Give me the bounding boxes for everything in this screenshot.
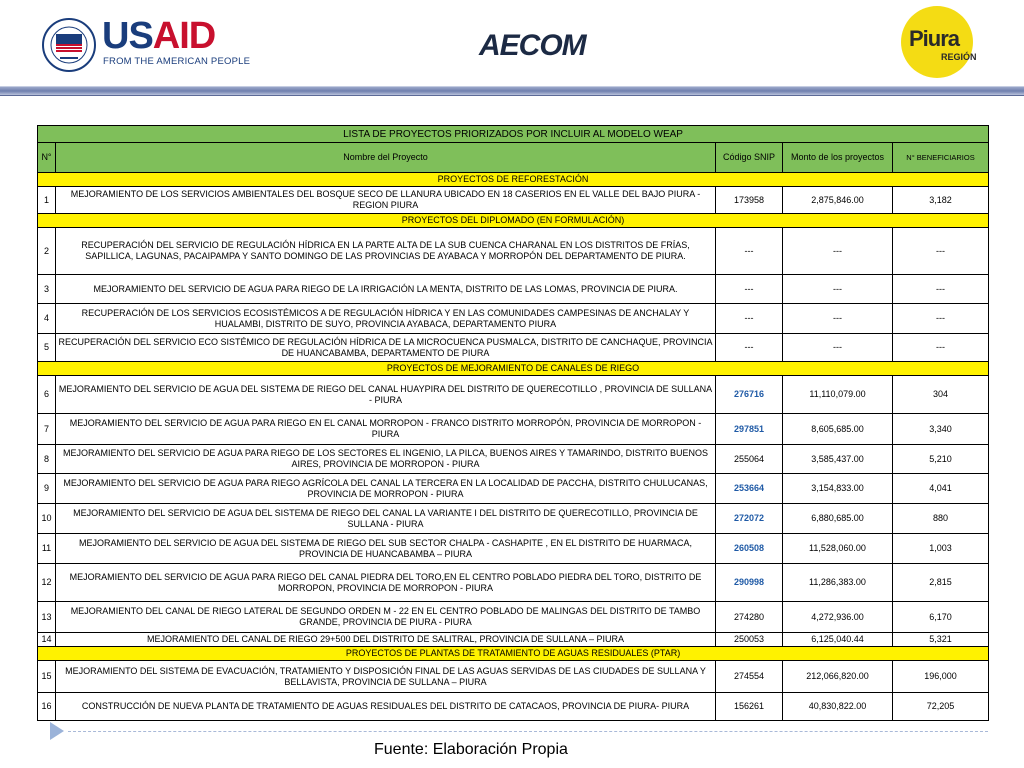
snip-code: 276716 xyxy=(716,376,783,414)
project-name: RECUPERACIÓN DEL SERVICIO ECO SISTÉMICO DE REGULACIÓN HÍDRICA DE LA MICROCUENCA PUSMALCA, DISTRITO DE CANCHAQUE, PROVINCIA DE HUANCABAMBA, DEPARTAMENTO DE PIURA xyxy=(56,334,716,362)
project-name: MEJORAMIENTO DEL SERVICIO DE AGUA DEL SISTEMA DE RIEGO DEL SUB SECTOR CHALPA - CASHAPITE , EN EL DISTRITO DE HUARMACA, PROVINCIA DE HUANCABAMBA – PIURA xyxy=(56,534,716,564)
beneficiaries-count: 880 xyxy=(893,504,989,534)
aecom-logo xyxy=(479,30,604,62)
project-amount: --- xyxy=(783,334,893,362)
table-row xyxy=(38,693,989,721)
table-row xyxy=(38,228,989,275)
column-header-name: Nombre del Proyecto xyxy=(56,143,716,173)
beneficiaries-count: 5,210 xyxy=(893,445,989,474)
snip-code: 274554 xyxy=(716,661,783,693)
project-amount: 6,125,040.44 xyxy=(783,633,893,647)
table-row xyxy=(38,474,989,504)
snip-code: 250053 xyxy=(716,633,783,647)
snip-code: 290998 xyxy=(716,564,783,602)
piura-region-logo xyxy=(901,6,981,74)
project-name: CONSTRUCCIÓN DE NUEVA PLANTA DE TRATAMIENTO DE AGUAS RESIDUALES DEL DISTRITO DE CATACAOS, PROVINCIA DE PIURA- PIURA xyxy=(56,693,716,721)
snip-code: 297851 xyxy=(716,414,783,445)
beneficiaries-count: 2,815 xyxy=(893,564,989,602)
beneficiaries-count: --- xyxy=(893,334,989,362)
project-amount: --- xyxy=(783,275,893,304)
project-name: MEJORAMIENTO DEL SERVICIO DE AGUA PARA RIEGO DE LOS SECTORES EL INGENIO, LA PILCA, BUENOS AIRES Y TAMARINDO, DISTRITO BUENOS AIRES, PROVINCIA DE MORROPON - PIURA xyxy=(56,445,716,474)
usaid-wordmark: USAID xyxy=(102,15,216,57)
row-number: 4 xyxy=(38,304,56,334)
piura-wordmark: Piura xyxy=(909,26,960,51)
row-number: 9 xyxy=(38,474,56,504)
project-name: MEJORAMIENTO DEL SERVICIO DE AGUA DEL SISTEMA DE RIEGO DEL CANAL LA VARIANTE I DEL DISTRITO DE QUERECOTILLO, PROVINCIA DE SULLANA - PIURA xyxy=(56,504,716,534)
triangle-arrow-icon xyxy=(50,722,64,740)
project-amount: 11,528,060.00 xyxy=(783,534,893,564)
project-name: MEJORAMIENTO DEL SERVICIO DE AGUA PARA RIEGO EN EL CANAL MORROPON - FRANCO DISTRITO MORROPÓN, PROVINCIA DE MORROPON - PIURA xyxy=(56,414,716,445)
snip-code: 274280 xyxy=(716,602,783,633)
project-amount: 4,272,936.00 xyxy=(783,602,893,633)
row-number: 7 xyxy=(38,414,56,445)
project-name: MEJORAMIENTO DEL CANAL DE RIEGO LATERAL DE SEGUNDO ORDEN M - 22 EN EL CENTRO POBLADO DE MALINGAS DEL DISTRITO DE TAMBO GRANDE, PROVINCIA DE PIURA - PIURA xyxy=(56,602,716,633)
row-number: 5 xyxy=(38,334,56,362)
snip-code: 255064 xyxy=(716,445,783,474)
project-name: MEJORAMIENTO DEL SERVICIO DE AGUA DEL SISTEMA DE RIEGO DEL CANAL HUAYPIRA DEL DISTRITO DE QUERECOTILLO , PROVINCIA DE SULLANA - PIURA xyxy=(56,376,716,414)
slide-header xyxy=(0,0,1024,88)
beneficiaries-count: 1,003 xyxy=(893,534,989,564)
usaid-seal-icon xyxy=(42,18,96,72)
row-number: 14 xyxy=(38,633,56,647)
table-header-row xyxy=(38,143,989,173)
aecom-wordmark: AECOM xyxy=(479,29,586,62)
column-header-beneficiaries: N° BENEFICIARIOS xyxy=(893,143,989,173)
beneficiaries-count: 6,170 xyxy=(893,602,989,633)
table-row xyxy=(38,534,989,564)
row-number: 1 xyxy=(38,187,56,214)
row-number: 10 xyxy=(38,504,56,534)
row-number: 12 xyxy=(38,564,56,602)
snip-code: 173958 xyxy=(716,187,783,214)
snip-code: --- xyxy=(716,334,783,362)
table-row xyxy=(38,445,989,474)
table-row xyxy=(38,376,989,414)
project-amount: 11,110,079.00 xyxy=(783,376,893,414)
project-amount: 3,154,833.00 xyxy=(783,474,893,504)
project-name: MEJORAMIENTO DEL SERVICIO DE AGUA PARA RIEGO DE LA IRRIGACIÓN LA MENTA, DISTRITO DE LAS LOMAS, PROVINCIA DE PIURA. xyxy=(56,275,716,304)
beneficiaries-count: 3,182 xyxy=(893,187,989,214)
beneficiaries-count: 196,000 xyxy=(893,661,989,693)
row-number: 2 xyxy=(38,228,56,275)
beneficiaries-count: --- xyxy=(893,228,989,275)
usaid-logo xyxy=(42,14,251,74)
usaid-tagline: FROM THE AMERICAN PEOPLE xyxy=(103,56,251,67)
table-row xyxy=(38,334,989,362)
table-row xyxy=(38,304,989,334)
beneficiaries-count: 304 xyxy=(893,376,989,414)
snip-code: --- xyxy=(716,275,783,304)
table-row xyxy=(38,661,989,693)
beneficiaries-count: 4,041 xyxy=(893,474,989,504)
project-table-container xyxy=(37,125,988,721)
project-amount: 6,880,685.00 xyxy=(783,504,893,534)
table-row xyxy=(38,187,989,214)
project-name: MEJORAMIENTO DEL SISTEMA DE EVACUACIÓN, TRATAMIENTO Y DISPOSICIÓN FINAL DE LAS AGUAS SERVIDAS DE LAS CIUDADES DE SULLANA Y BELLAVISTA, PROVINCIA DE SULLANA – PIURA xyxy=(56,661,716,693)
project-name: RECUPERACIÓN DE LOS SERVICIOS ECOSISTÉMICOS A DE REGULACIÓN HÍDRICA Y EN LAS COMUNIDADES CAMPESINAS DE ANCHALAY Y HUALAMBI, DISTRITO DE SUYO, PROVINCIA AYABACA, DEPARTAMENTO PIURA xyxy=(56,304,716,334)
project-amount: --- xyxy=(783,304,893,334)
row-number: 16 xyxy=(38,693,56,721)
beneficiaries-count: 5,321 xyxy=(893,633,989,647)
piura-region-label: REGIÓN xyxy=(941,52,977,62)
table-row xyxy=(38,414,989,445)
project-name: MEJORAMIENTO DE LOS SERVICIOS AMBIENTALES DEL BOSQUE SECO DE LLANURA UBICADO EN 18 CASERIOS EN EL VALLE DEL BAJO PIURA - REGION PIURA xyxy=(56,187,716,214)
project-amount: 2,875,846.00 xyxy=(783,187,893,214)
footer-divider xyxy=(68,731,988,732)
snip-code: 260508 xyxy=(716,534,783,564)
beneficiaries-count: --- xyxy=(893,304,989,334)
project-amount: 11,286,383.00 xyxy=(783,564,893,602)
section-header-row xyxy=(38,362,989,376)
row-number: 8 xyxy=(38,445,56,474)
table-title-row xyxy=(38,126,989,143)
snip-code: 272072 xyxy=(716,504,783,534)
column-header-snip: Código SNIP xyxy=(716,143,783,173)
section-header-row xyxy=(38,647,989,661)
section-title: PROYECTOS DE MEJORAMIENTO DE CANALES DE RIEGO xyxy=(38,362,989,376)
section-title: PROYECTOS DEL DIPLOMADO (EN FORMULACIÓN) xyxy=(38,214,989,228)
table-row xyxy=(38,564,989,602)
table-title: LISTA DE PROYECTOS PRIORIZADOS POR INCLUIR AL MODELO WEAP xyxy=(38,126,989,143)
beneficiaries-count: 3,340 xyxy=(893,414,989,445)
row-number: 3 xyxy=(38,275,56,304)
column-header-number: N° xyxy=(38,143,56,173)
project-amount: 40,830,822.00 xyxy=(783,693,893,721)
header-divider xyxy=(0,86,1024,96)
row-number: 15 xyxy=(38,661,56,693)
column-header-amount: Monto de los proyectos xyxy=(783,143,893,173)
project-amount: 8,605,685.00 xyxy=(783,414,893,445)
snip-code: --- xyxy=(716,304,783,334)
table-row xyxy=(38,504,989,534)
row-number: 11 xyxy=(38,534,56,564)
project-name: RECUPERACIÓN DEL SERVICIO DE REGULACIÓN HÍDRICA EN LA PARTE ALTA DE LA SUB CUENCA CHARANAL EN LOS DISTRITOS DE FRÍAS, SAPILLICA, LAGUNAS, PACAIPAMPA Y SANTO DOMINGO DE LAS PROVINCIAS DE AYABACA Y MORROPÓN DEL DEPARTAMENTO DE PIURA. xyxy=(56,228,716,275)
project-name: MEJORAMIENTO DEL SERVICIO DE AGUA PARA RIEGO DEL CANAL PIEDRA DEL TORO,EN EL CENTRO POBLADO PIEDRA DEL TORO, DISTRITO DE MORROPON, PROVINCIA DE MORROPON - PIURA xyxy=(56,564,716,602)
section-title: PROYECTOS DE REFORESTACIÓN xyxy=(38,173,989,187)
section-title: PROYECTOS DE PLANTAS DE TRATAMIENTO DE AGUAS RESIDUALES (PTAR) xyxy=(38,647,989,661)
row-number: 6 xyxy=(38,376,56,414)
snip-code: 253664 xyxy=(716,474,783,504)
project-amount: 212,066,820.00 xyxy=(783,661,893,693)
project-name: MEJORAMIENTO DEL SERVICIO DE AGUA PARA RIEGO AGRÍCOLA DEL CANAL LA TERCERA EN LA LOCALIDAD DE PACCHA, DISTRITO CHULUCANAS, PROVINCIA DE MORROPON - PIURA xyxy=(56,474,716,504)
project-table xyxy=(37,125,989,721)
row-number: 13 xyxy=(38,602,56,633)
project-amount: 3,585,437.00 xyxy=(783,445,893,474)
snip-code: 156261 xyxy=(716,693,783,721)
beneficiaries-count: 72,205 xyxy=(893,693,989,721)
section-header-row xyxy=(38,173,989,187)
source-caption: Fuente: Elaboración Propia xyxy=(374,741,568,758)
table-row xyxy=(38,275,989,304)
project-amount: --- xyxy=(783,228,893,275)
project-name: MEJORAMIENTO DEL CANAL DE RIEGO 29+500 DEL DISTRITO DE SALITRAL, PROVINCIA DE SULLANA – PIURA xyxy=(56,633,716,647)
section-header-row xyxy=(38,214,989,228)
table-row xyxy=(38,633,989,647)
table-row xyxy=(38,602,989,633)
snip-code: --- xyxy=(716,228,783,275)
beneficiaries-count: --- xyxy=(893,275,989,304)
